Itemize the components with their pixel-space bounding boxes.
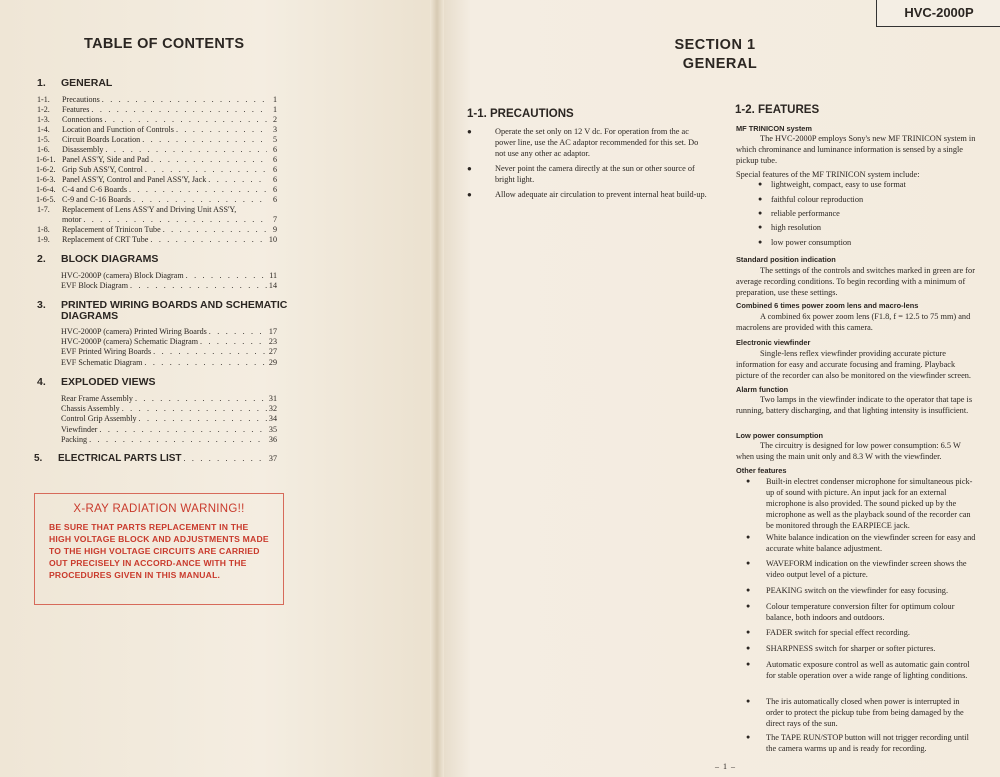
entry-title: EVF Block Diagram — [61, 281, 128, 291]
feature-head-zoom-lens: Combined 6 times power zoom lens and macro-lens — [736, 301, 919, 310]
page-ref: 1 — [272, 105, 277, 114]
entry-title: HVC-2000P (camera) Printed Wiring Boards — [61, 327, 207, 336]
toc-entry — [37, 195, 277, 205]
page-number: – 1 – — [715, 762, 736, 771]
toc-entry — [37, 235, 277, 245]
leader-dots — [198, 337, 267, 347]
toc-section-3-cont: DIAGRAMS — [61, 310, 119, 322]
leader-dots — [161, 225, 267, 235]
page-ref: 17 — [268, 327, 277, 336]
bullet-icon: ● — [746, 477, 751, 485]
section-title-1: SECTION 1 — [674, 37, 756, 53]
section-number: 5. — [34, 453, 43, 464]
other-feature-item — [746, 659, 976, 681]
special-feature-item — [758, 194, 864, 205]
leader-dots — [184, 271, 267, 281]
other-feature-text: White balance indication on the viewfinder screen for easy and accurate white balance adjustment. — [766, 533, 976, 553]
toc-entry — [37, 135, 277, 145]
entry-title: Replacement of Lens ASS'Y and Driving Unit ASS'Y, — [62, 205, 237, 214]
warning-body: BE SURE THAT PARTS REPLACEMENT IN THE HIGH VOLTAGE BLOCK AND ADJUSTMENTS MADE TO THE HIGH VOLTAGE CIRCUITS ARE CARRIED OUT PRECISELY IN ACCORD-ANCE WITH THE PROCEDURES GIVEN IN THIS MANUAL. — [49, 522, 269, 580]
entry-number: 1-5. — [37, 135, 50, 144]
features-heading: 1-2. FEATURES — [735, 104, 820, 116]
bullet-icon: ● — [758, 209, 763, 218]
entry-number: 1-9. — [37, 235, 50, 244]
feature-head-standard-position: Standard position indication — [736, 255, 836, 264]
leader-dots — [102, 115, 267, 125]
page-ref: 31 — [268, 394, 277, 403]
precaution-item — [467, 189, 710, 200]
section-number: 3. — [37, 299, 46, 311]
precaution-text: Allow adequate air circulation to prevent internal heat build-up. — [495, 190, 707, 199]
entry-title: Replacement of CRT Tube — [62, 235, 149, 244]
leader-dots — [127, 185, 267, 195]
other-feature-text: Automatic exposure control as well as automatic gain control for stable operation over a wide range of lighting conditions. — [766, 660, 970, 680]
feature-text-zoom-lens — [736, 311, 976, 333]
other-feature-text: Colour temperature conversion filter for optimum colour balance, both indoors and outdoors. — [766, 602, 955, 622]
feature-text-standard-position — [736, 265, 976, 298]
other-feature-text: SHARPNESS switch for sharper or softer pictures. — [766, 644, 936, 653]
entry-title: Circuit Boards Location — [62, 135, 141, 144]
entry-number: 1-6-4. — [36, 185, 56, 194]
bullet-icon: ● — [746, 644, 751, 652]
leader-dots — [131, 195, 267, 205]
entry-number: 1-6-3. — [36, 175, 56, 184]
entry-title: Chassis Assembly — [61, 404, 120, 414]
bullet-icon: ● — [746, 697, 751, 705]
other-feature-text: Built-in electret condenser microphone for simultaneous pick-up of sound with picture. An input jack for an external microphone is also provided. The sound picked up by the microphone as well as the playback sound of the recorder can be monitored through the EARPIECE jack. — [766, 477, 973, 530]
page-ref: 6 — [272, 195, 277, 204]
leader-dots — [148, 235, 267, 245]
entry-number: 1-4. — [37, 125, 50, 134]
leader-dots — [120, 404, 267, 414]
other-feature-item — [746, 627, 976, 638]
leader-dots — [143, 165, 267, 175]
feature-head-alarm: Alarm function — [736, 385, 789, 394]
toc-entry — [37, 145, 277, 155]
bullet-icon: ● — [746, 586, 751, 594]
paragraph-text: Single-lens reflex viewfinder providing accurate picture information for easy and accurate focusing and framing. Playback picture of the recorder can also be monitored on the viewfinder screen. — [736, 349, 971, 380]
bullet-icon: ● — [758, 195, 763, 203]
leader-dots — [133, 394, 267, 404]
leader-dots — [100, 95, 267, 105]
other-feature-item — [746, 532, 976, 554]
entry-title: Packing — [61, 434, 88, 444]
page-ref: 6 — [272, 175, 277, 184]
paragraph-text: Two lamps in the viewfinder indicate to the operator that tape is running, battery discharging, and that lighting intensity is insufficient. — [736, 395, 973, 415]
bullet-icon: ● — [746, 733, 751, 741]
warning-title: X-RAY RADIATION WARNING!! — [73, 503, 245, 515]
entry-title: EVF Printed Wiring Boards — [61, 347, 152, 357]
page-ref: 6 — [272, 155, 277, 164]
precaution-item — [467, 126, 710, 159]
toc-section-2 — [37, 253, 158, 265]
bullet-icon: ● — [746, 533, 751, 541]
entry-number: 1-6-2. — [36, 165, 56, 174]
page-ref: 5 — [272, 135, 277, 144]
entry-title: motor — [62, 215, 82, 224]
paragraph-text: The circuitry is designed for low power consumption: 6.5 W when using the main unit only and 8.3 W with the viewfinder. — [736, 441, 961, 461]
toc-entry — [37, 115, 277, 125]
toc-entry — [37, 225, 277, 235]
page-ref: 37 — [268, 454, 277, 463]
paragraph-text: The settings of the controls and switches marked in green are for average recording conditions. To begin recording with a minimum of preparation, use these settings. — [736, 266, 975, 297]
page-ref: 10 — [268, 235, 277, 244]
other-feature-text: WAVEFORM indication on the viewfinder screen shows the video output level of a picture. — [766, 559, 967, 579]
special-feature-text: high resolution — [771, 223, 822, 233]
page-ref: 35 — [268, 424, 277, 434]
section-number: 1. — [37, 77, 46, 89]
toc-entry — [37, 205, 277, 215]
leader-dots — [142, 358, 267, 368]
entry-title: C-9 and C-16 Boards — [62, 195, 132, 204]
toc-entry — [37, 95, 277, 105]
xray-warning-box — [34, 493, 284, 605]
toc-section-4 — [37, 376, 156, 388]
entry-title: Disassembly — [62, 145, 104, 154]
leader-dots — [137, 414, 267, 424]
entry-title: Precautions — [62, 95, 100, 104]
other-feature-item — [746, 696, 976, 729]
precautions-heading: 1-1. PRECAUTIONS — [467, 108, 574, 120]
leader-dots — [81, 215, 267, 225]
entry-title: EVF Schematic Diagram — [61, 357, 143, 367]
other-feature-text: The iris automatically closed when power is interrupted in order to protect the pickup tube from being damaged by the direct rays of the sun. — [766, 697, 964, 728]
page-ref: 7 — [272, 215, 277, 224]
bullet-icon: ● — [467, 190, 472, 199]
toc-title: TABLE OF CONTENTS — [84, 36, 245, 52]
section-title: EXPLODED VIEWS — [61, 376, 156, 388]
entry-number: 1-1. — [37, 95, 50, 104]
toc-entry — [37, 215, 277, 225]
page-ref: 32 — [268, 404, 277, 414]
page-ref: 3 — [272, 125, 277, 134]
entry-number: 1-6. — [37, 145, 50, 154]
section-title: PRINTED WIRING BOARDS AND SCHEMATIC — [61, 299, 288, 311]
page-ref: 6 — [272, 145, 277, 154]
page-ref: 14 — [268, 281, 277, 291]
page-ref: 23 — [268, 337, 277, 347]
toc-entry — [61, 425, 277, 435]
entry-number — [37, 215, 62, 225]
page-ref: 29 — [268, 357, 277, 367]
leader-dots — [151, 347, 267, 357]
leader-dots — [149, 155, 267, 165]
entry-number: 1-6-1. — [36, 155, 56, 164]
leader-dots — [128, 281, 267, 291]
precaution-item — [467, 163, 710, 185]
page-ref: 36 — [268, 434, 277, 444]
page-ref: 1 — [272, 95, 277, 104]
entry-title: Panel ASS'Y, Side and Pad — [62, 155, 149, 164]
leader-dots — [87, 435, 267, 445]
page-ref: 9 — [272, 225, 277, 234]
special-feature-item — [758, 237, 852, 248]
toc-entry — [61, 281, 277, 291]
leader-dots — [174, 125, 267, 135]
bullet-icon: ● — [467, 127, 472, 136]
other-feature-text: The TAPE RUN/STOP button will not trigger recording until the camera warms up and is ready for recording. — [766, 733, 969, 753]
page-ref: 6 — [272, 185, 277, 194]
paragraph-text: A combined 6x power zoom lens (F1.8, f = 12.5 to 75 mm) and macrolens are provided with this camera. — [736, 312, 971, 332]
feature-text-low-power — [736, 440, 976, 462]
feature-text-viewfinder — [736, 348, 976, 381]
other-feature-item — [746, 476, 976, 531]
entry-title: C-4 and C-6 Boards — [62, 185, 127, 194]
page-ref: 6 — [272, 165, 277, 174]
entry-title: Features — [62, 105, 90, 114]
leader-dots — [97, 425, 267, 435]
model-label: HVC-2000P — [876, 0, 1000, 27]
entry-number: 1-7. — [37, 205, 50, 214]
section-title: BLOCK DIAGRAMS — [61, 253, 159, 265]
leader-dots — [206, 175, 267, 185]
other-feature-item — [746, 585, 976, 596]
entry-title: Rear Frame Assembly — [61, 394, 133, 403]
toc-entry — [61, 271, 277, 281]
entry-title: Control Grip Assembly — [61, 414, 137, 424]
toc-entry — [61, 435, 277, 445]
special-feature-text: lightweight, compact, easy to use format — [771, 180, 906, 189]
entry-title: Replacement of Trinicon Tube — [62, 225, 161, 234]
entry-title: HVC-2000P (camera) Block Diagram — [61, 271, 184, 280]
entry-number: 1-3. — [37, 115, 50, 124]
page-gutter — [430, 0, 444, 777]
bullet-icon: ● — [746, 559, 751, 567]
page-ref: 2 — [272, 115, 277, 124]
section-title-general: GENERAL — [682, 56, 758, 72]
leader-dots — [207, 327, 267, 337]
precaution-text: Operate the set only on 12 V dc. For operation from the ac power line, use the AC adaptor recommended for this set. Do not use any other ac adaptor. — [495, 127, 699, 158]
bullet-icon: ● — [758, 223, 763, 232]
toc-entry — [61, 394, 277, 404]
toc-entry — [61, 347, 277, 357]
paragraph-text: The HVC-2000P employs Sony's new MF TRINICON system in which chrominance and luminance information is sensed by a single pickup tube. — [736, 134, 976, 165]
feature-text-mf-trinicon — [736, 133, 976, 166]
feature-head-viewfinder: Electronic viewfinder — [736, 338, 811, 347]
page-ref: 11 — [269, 271, 277, 280]
entry-number: 1-2. — [37, 105, 50, 114]
entry-title: HVC-2000P (camera) Schematic Diagram — [61, 337, 199, 347]
bullet-icon: ● — [746, 628, 751, 636]
other-feature-item — [746, 558, 976, 580]
precaution-text: Never point the camera directly at the sun or other source of bright light. — [495, 164, 695, 184]
entry-title: Connections — [62, 115, 103, 124]
leader-dots — [182, 454, 267, 464]
other-feature-item — [746, 601, 976, 623]
special-feature-text: reliable performance — [771, 209, 840, 219]
special-feature-item — [758, 179, 906, 190]
toc-section-5 — [34, 454, 277, 464]
feature-text-alarm — [736, 394, 976, 416]
special-feature-text: low power consumption — [771, 237, 852, 247]
page-ref: 34 — [268, 414, 277, 424]
toc-section-1 — [37, 77, 112, 89]
entry-number: 1-6-5. — [36, 195, 56, 204]
feature-head-low-power: Low power consumption — [736, 431, 824, 440]
feature-head-mf-trinicon: MF TRINICON system — [736, 124, 812, 133]
page-ref: 27 — [268, 347, 277, 357]
bullet-icon: ● — [758, 237, 763, 246]
entry-number: 1-8. — [37, 225, 50, 234]
special-feature-item — [758, 208, 840, 219]
special-feature-item — [758, 222, 822, 233]
toc-entry — [37, 105, 277, 115]
entry-title: Location and Function of Controls — [62, 125, 174, 134]
entry-title: Viewfinder — [61, 424, 98, 434]
toc-entry — [61, 327, 277, 337]
bullet-icon: ● — [758, 180, 763, 188]
section-number: 2. — [37, 253, 46, 265]
other-feature-text: FADER switch for special effect recording. — [766, 628, 910, 637]
other-feature-text: PEAKING switch on the viewfinder for easy focusing. — [766, 586, 949, 595]
bullet-icon: ● — [746, 660, 751, 668]
toc-entry — [37, 125, 277, 135]
bullet-icon: ● — [467, 164, 472, 173]
section-number: 4. — [37, 376, 46, 388]
section-title: ELECTRICAL PARTS LIST — [58, 453, 182, 464]
special-features-intro: Special features of the MF TRINICON system include: — [736, 170, 920, 179]
feature-head-other: Other features — [736, 466, 787, 475]
leader-dots — [140, 135, 267, 145]
toc-entry — [37, 175, 277, 185]
toc-entry — [37, 185, 277, 195]
bullet-icon: ● — [746, 602, 751, 610]
other-feature-item — [746, 732, 976, 754]
toc-entry — [61, 358, 277, 368]
toc-entry — [37, 155, 277, 165]
entry-title: Grip Sub ASS'Y, Control — [62, 165, 143, 174]
other-feature-item — [746, 643, 976, 654]
entry-title: Panel ASS'Y, Control and Panel ASS'Y, Jack — [62, 175, 207, 184]
leader-dots — [89, 105, 267, 115]
toc-entry — [61, 414, 277, 424]
special-feature-text: faithful colour reproduction — [771, 195, 864, 204]
toc-entry — [37, 165, 277, 175]
toc-entry — [61, 337, 277, 347]
section-title: GENERAL — [61, 77, 113, 89]
toc-entry — [61, 404, 277, 414]
leader-dots — [103, 145, 267, 155]
